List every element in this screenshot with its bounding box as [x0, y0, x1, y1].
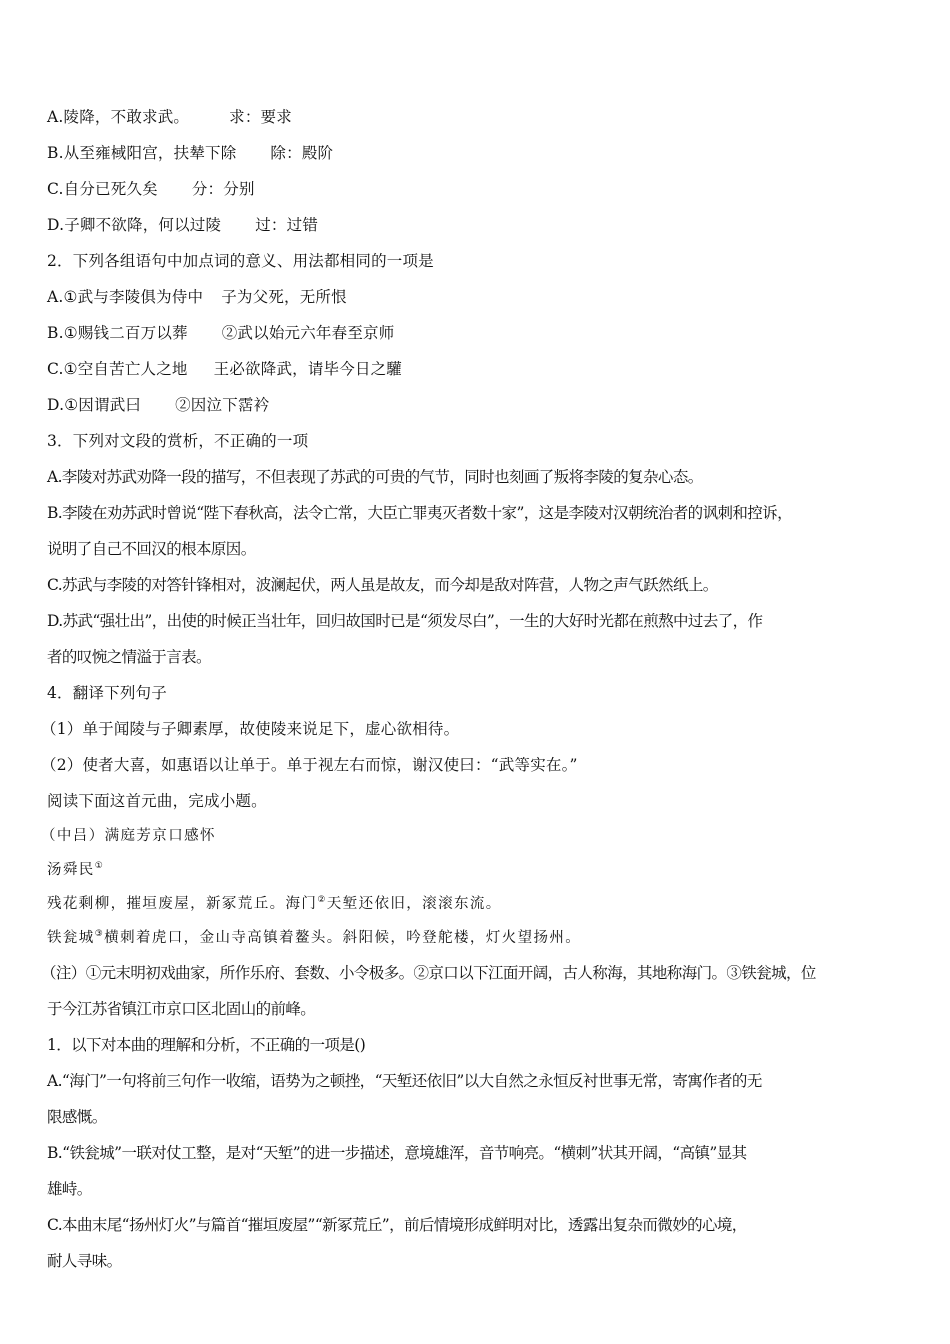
q3-stem: 3．下列对文段的赏析，不正确的一项: [47, 432, 309, 450]
footnote-marker: ③: [94, 929, 105, 939]
option-letter: D.: [47, 216, 65, 234]
q1-option-d: [47, 207, 907, 243]
poem-q1-option-b-cont: 雄峙。: [47, 1180, 92, 1198]
option-text: 子卿不欲降，何以过陵: [64, 216, 222, 234]
option-letter: C.: [47, 1216, 63, 1234]
q1-option-a: [47, 99, 907, 135]
option-letter: B.: [47, 504, 63, 522]
option-letter: A.: [47, 288, 64, 306]
option-letter: B.: [47, 1144, 63, 1162]
q1-option-b: [47, 135, 907, 171]
q3-option-d: [47, 603, 907, 639]
poem-q1-option-a: [47, 1063, 907, 1099]
poem-intro: 阅读下面这首元曲，完成小题。: [47, 792, 267, 810]
option-letter: B.: [47, 144, 64, 162]
poem-q1-option-a-cont: 限感慨。: [47, 1108, 107, 1126]
q3-option-d-cont: 者的叹惋之情溢于言表。: [47, 648, 211, 666]
document-page: [41, 99, 907, 1279]
q2-stem: 2．下列各组语句中加点词的意义、用法都相同的一项是: [47, 252, 434, 270]
option-letter: C.: [47, 180, 64, 198]
option-letter: C.: [47, 576, 63, 594]
option-gloss: 除：殿阶: [270, 144, 334, 162]
option-letter: C.: [47, 360, 64, 378]
option-text: 自分已死久矣: [63, 180, 158, 198]
q3-option-b-cont: 说明了自己不回汉的根本原因。: [47, 540, 256, 558]
option-gloss: 求：要求: [229, 108, 292, 126]
q3-option-a: [47, 459, 907, 495]
poem-title: （中吕）满庭芳京口感怀: [41, 828, 216, 844]
option-text: 李陵对苏武劝降一段的描写，不但表现了苏武的可贵的气节，同时也刻画了叛将李陵的复杂心态。: [61, 468, 703, 486]
option-second: 子为父死，无所恨: [221, 288, 347, 306]
q3-option-b: [47, 495, 907, 531]
q4-stem: 4．翻译下列句子: [47, 684, 167, 702]
q4-item-1: （1）单于闻陵与子卿素厚，故使陵来说足下，虚心欲相待。: [41, 720, 460, 738]
q2-option-d: [47, 387, 907, 423]
option-text: 本曲末尾“扬州灯火”与篇首“摧垣废屋”“新冢荒丘”，前后情境形成鲜明对比，透露出复杂而微妙的心境，: [62, 1216, 747, 1234]
option-text: 苏武“强壮出”，出使的时候正当壮年，回归故国时已是“须发尽白”，一生的大好时光都在煎熬中过去了，作: [62, 612, 763, 630]
option-text: 陵降，不敢求武。: [63, 108, 190, 126]
option-gloss: 分：分别: [191, 180, 255, 198]
option-text: 从至雍棫阳宫，扶辇下除: [63, 144, 237, 162]
option-first: ①赐钱二百万以葬: [63, 324, 188, 342]
option-first: ①空自苦亡人之地: [63, 360, 188, 378]
option-second: ②因泣下霑衿: [175, 396, 270, 414]
poem-text: 天堑还依旧，滚滚东流。: [326, 896, 502, 912]
q3-option-c: [47, 567, 907, 603]
poem-q1-option-c-cont: 耐人寻味。: [47, 1252, 122, 1270]
option-letter: A.: [47, 1072, 62, 1090]
poem-text: 残花剩柳，摧垣废屋，新冢荒丘。海门: [47, 896, 318, 912]
footnote-marker: ①: [94, 861, 105, 871]
poem-author: [47, 853, 907, 887]
option-first: ①武与李陵俱为侍中: [63, 288, 204, 306]
option-second: 王必欲降武，请毕今日之驩: [213, 360, 403, 378]
option-letter: D.: [47, 612, 63, 630]
option-letter: D.: [47, 396, 65, 414]
q2-option-a: [47, 279, 907, 315]
poem-q1-option-c: [47, 1207, 907, 1243]
author-name: 汤舜民: [47, 862, 95, 878]
option-letter: B.: [47, 324, 64, 342]
q1-option-c: [47, 171, 907, 207]
q2-option-c: [47, 351, 907, 387]
q2-option-b: [47, 315, 907, 351]
option-first: ①因谓武曰: [64, 396, 142, 414]
option-text: 苏武与李陵的对答针锋相对，波澜起伏，两人虽是故友，而今却是敌对阵营，人物之声气跃然纸上。: [62, 576, 718, 594]
poem-notes-line-2: 于今江苏省镇江市京口区北固山的前峰。: [47, 1000, 316, 1018]
option-text: “铁瓮城”一联对仗工整，是对“天堑”的进一步描述，意境雄浑，音节响亮。“横刺”状其开阔，“高镇”显其: [62, 1144, 747, 1162]
option-text: 李陵在劝苏武时曾说“陛下春秋高，法令亡常，大臣亡罪夷灭者数十家”，这是李陵对汉朝统治者的讽刺和控诉，: [62, 504, 792, 522]
poem-text: 横刺着虎口，金山寺高镇着鳌头。斜阳候，吟登舵楼，灯火望扬州。: [104, 930, 582, 946]
option-gloss: 过：过错: [255, 216, 319, 234]
option-letter: A.: [47, 468, 62, 486]
footnote-marker: ②: [317, 895, 327, 905]
poem-q1-option-b: [47, 1135, 907, 1171]
option-letter: A.: [47, 108, 64, 126]
poem-text: 铁瓮城: [47, 930, 95, 946]
poem-q1-stem: 1．以下对本曲的理解和分析，不正确的一项是(): [47, 1036, 366, 1054]
q4-item-2: （2）使者大喜，如惠语以让单于。单于视左右而惊，谢汉使曰：“武等实在。”: [41, 756, 578, 774]
option-text: “海门”一句将前三句作一收缩，语势为之顿挫，“天堑还依旧”以大自然之永恒反衬世事无常，寄寓作者的无: [61, 1072, 762, 1090]
poem-line-1: [47, 887, 907, 921]
option-second: ②武以始元六年春至京师: [221, 324, 395, 342]
poem-line-2: [47, 921, 907, 955]
poem-notes-line-1: （注）①元末明初戏曲家，所作乐府、套数、小令极多。②京口以下江面开阔，古人称海，其地称海门。③铁瓮城，位: [41, 964, 816, 982]
